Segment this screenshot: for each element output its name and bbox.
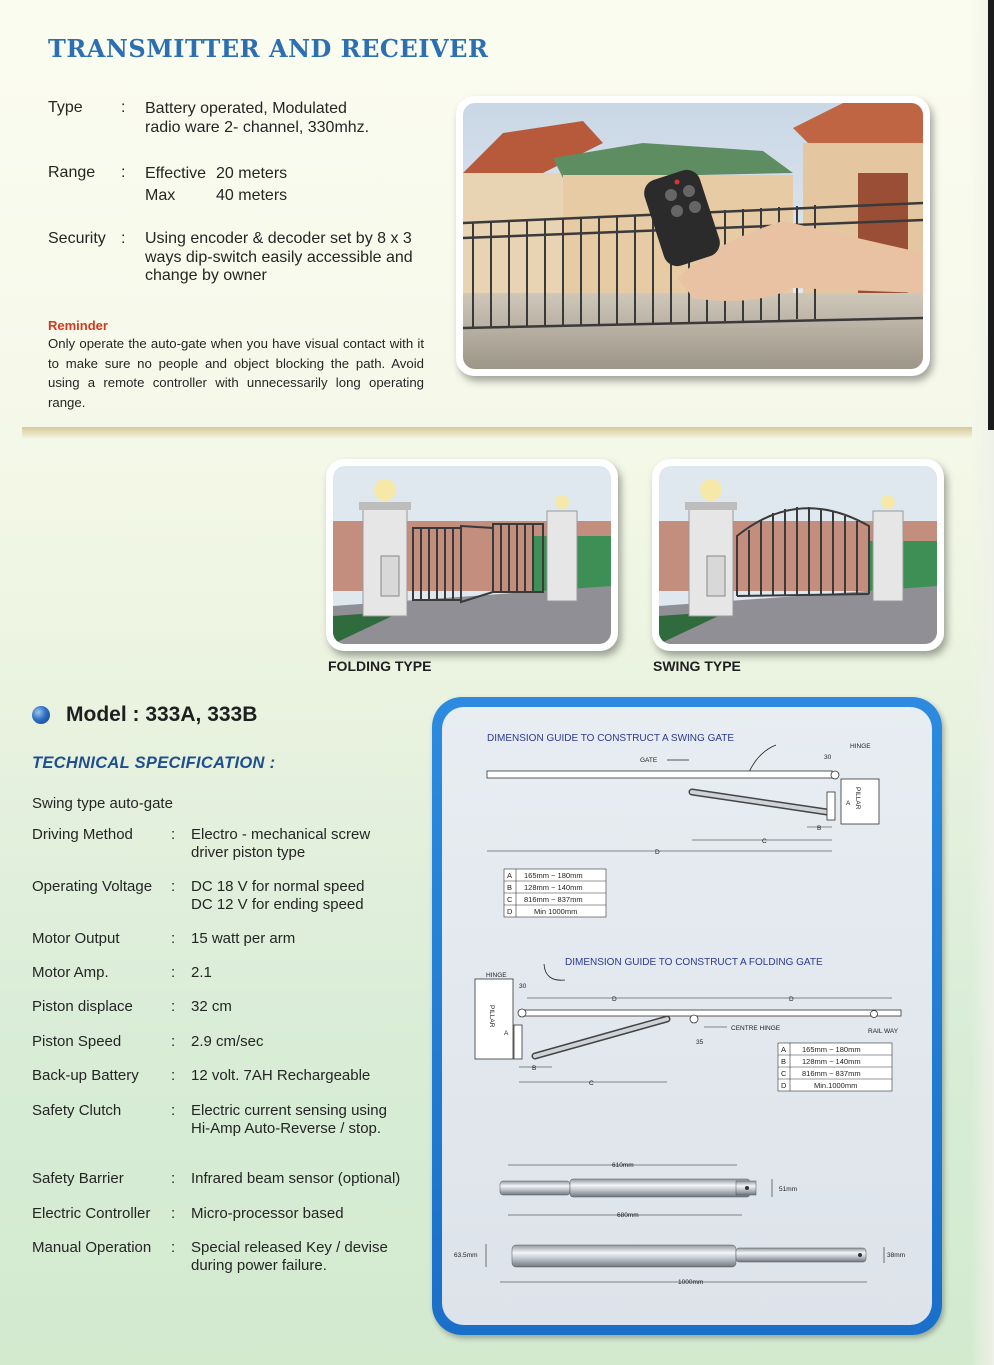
- swing-table-value: 816mm ~ 837mm: [524, 895, 583, 904]
- piston-top-length: 610mm: [612, 1162, 634, 1169]
- colon: :: [171, 878, 176, 895]
- dim-d: D: [612, 996, 617, 1003]
- spec-security-label: Security: [48, 230, 106, 247]
- tech-row-label: Motor Amp.: [32, 964, 109, 981]
- tech-row-label: Safety Clutch: [32, 1102, 122, 1119]
- tech-row-value: 15 watt per arm: [191, 930, 296, 947]
- tech-row-label: Driving Method: [32, 826, 133, 843]
- swing-gate-image: [659, 466, 937, 644]
- tech-row-label: Piston displace: [32, 998, 133, 1015]
- spec-range-max-value: 40 meters: [216, 187, 288, 204]
- swing-table-key: B: [507, 883, 513, 892]
- folding-diagram-title: DIMENSION GUIDE TO CONSTRUCT A FOLDING GATE: [565, 957, 823, 968]
- page-edge-dark: [988, 0, 994, 430]
- tech-row-label: Safety Barrier: [32, 1170, 124, 1187]
- tech-spec-title: TECHNICAL SPECIFICATION :: [32, 754, 276, 772]
- swing-gate-photo: [652, 459, 944, 651]
- tech-row-label: Operating Voltage: [32, 878, 153, 895]
- tech-row-value: Special released Key / devise during power failure.: [191, 1239, 388, 1274]
- spec-type-value: [145, 99, 445, 137]
- tech-row-value: 32 cm: [191, 998, 232, 1015]
- reminder-title: Reminder: [48, 318, 108, 333]
- swing-table-value: 128mm ~ 140mm: [524, 883, 583, 892]
- pillar-label: PILLAR: [488, 1005, 495, 1028]
- swing-table-value: Min 1000mm: [534, 907, 578, 916]
- folding-type-caption: FOLDING TYPE: [328, 658, 432, 674]
- swing-table-key: A: [507, 871, 513, 880]
- dim-b: B: [817, 825, 822, 832]
- tech-row-value: DC 18 V for normal speed DC 12 V for ending speed: [191, 878, 365, 913]
- folding-table-value: 128mm ~ 140mm: [802, 1057, 861, 1066]
- swing-table-key: D: [507, 907, 513, 916]
- gate-label: GATE: [640, 757, 658, 764]
- reminder-text: Only operate the auto-gate when you have visual contact with it to make sure no people and object blocking the path. Avoid using a remote controller with unnecessarily long operating range.: [48, 336, 424, 410]
- dim-a: A: [846, 800, 851, 807]
- dim-d: D: [655, 849, 660, 856]
- colon: :: [171, 1205, 176, 1222]
- tech-row-label: Manual Operation: [32, 1239, 152, 1256]
- folding-table-value: Min.1000mm: [814, 1081, 858, 1090]
- dim-c: C: [589, 1080, 594, 1087]
- colon: :: [171, 930, 176, 947]
- tech-row-value: Infrared beam sensor (optional): [191, 1170, 401, 1187]
- section-divider: [22, 427, 972, 439]
- folding-dimension-table: [778, 1043, 892, 1091]
- tech-spec-subtitle: Swing type auto-gate: [32, 795, 173, 812]
- tech-row-label: Motor Output: [32, 930, 120, 947]
- dim-d: D: [789, 996, 794, 1003]
- folding-gate-image: [333, 466, 611, 644]
- folding-gate-photo: [326, 459, 618, 651]
- swing-table-value: 165mm ~ 180mm: [524, 871, 583, 880]
- colon: :: [171, 1067, 176, 1084]
- colon: :: [121, 230, 126, 247]
- piston-end-dia: 51mm: [779, 1186, 798, 1193]
- remote-photo-illustration: [463, 103, 923, 369]
- colon: :: [171, 1239, 176, 1256]
- dim-30: 30: [824, 754, 832, 761]
- dimension-panel-inner: [442, 707, 932, 1325]
- dim-30: 30: [519, 983, 527, 990]
- spec-security-value: Using encoder & decoder set by 8 x 3 ways dip-switch easily accessible and change by owner: [145, 230, 413, 284]
- remote-photo-image: [463, 103, 923, 369]
- folding-table-key: C: [781, 1069, 787, 1078]
- colon: :: [171, 1170, 176, 1187]
- tech-row-value: Micro-processor based: [191, 1205, 344, 1222]
- folding-table-value: 816mm ~ 837mm: [802, 1069, 861, 1078]
- tech-row-label: Back-up Battery: [32, 1067, 139, 1084]
- colon: :: [171, 826, 176, 843]
- dim-c: C: [762, 838, 767, 845]
- hinge-label: HINGE: [486, 972, 507, 979]
- tech-row-label: Electric Controller: [32, 1205, 151, 1222]
- folding-gate-illustration: [333, 466, 611, 644]
- folding-table-value: 165mm ~ 180mm: [802, 1045, 861, 1054]
- piston-long-left-dia: 63.5mm: [454, 1252, 478, 1259]
- spec-type-value-line2: radio ware 2- channel, 330mhz.: [145, 119, 370, 136]
- dim-35: 35: [696, 1039, 704, 1046]
- spec-range-label: Range: [48, 164, 96, 181]
- piston-long-right-dia: 38mm: [887, 1252, 906, 1259]
- swing-gate-illustration: [659, 466, 937, 644]
- pillar-label: PILLAR: [854, 787, 861, 810]
- folding-table-key: A: [781, 1045, 787, 1054]
- tech-row-value: Electro - mechanical screw driver piston type: [191, 826, 371, 861]
- spec-type-label: Type: [48, 99, 83, 116]
- remote-photo: [456, 96, 930, 376]
- tech-row-value: Electric current sensing using Hi-Amp Auto-Reverse / stop.: [191, 1102, 387, 1137]
- tech-row-value: 2.9 cm/sec: [191, 1033, 264, 1050]
- swing-diagram-title: DIMENSION GUIDE TO CONSTRUCT A SWING GATE: [487, 733, 735, 744]
- dimension-diagrams: [442, 707, 932, 1325]
- tech-row-label: Piston Speed: [32, 1033, 122, 1050]
- spec-range-max-label: Max: [145, 187, 176, 204]
- model-bullet-icon: [32, 706, 50, 724]
- folding-table-key: D: [781, 1081, 787, 1090]
- swing-type-caption: SWING TYPE: [653, 658, 741, 674]
- section-title: TRANSMITTER AND RECEIVER: [48, 34, 489, 63]
- tech-row-value: 2.1: [191, 964, 212, 981]
- spec-range-eff-label: Effective: [145, 165, 207, 182]
- colon: :: [171, 964, 176, 981]
- spec-type-value-line1: Battery operated, Modulated: [145, 100, 347, 117]
- colon: :: [121, 164, 126, 181]
- folding-table-key: B: [781, 1057, 787, 1066]
- dim-b: B: [532, 1065, 537, 1072]
- colon: :: [171, 1102, 176, 1119]
- colon: :: [171, 1033, 176, 1050]
- dimension-panel: [432, 697, 942, 1335]
- tech-row-value: 12 volt. 7AH Rechargeable: [191, 1067, 371, 1084]
- swing-dimension-table: [504, 869, 606, 917]
- colon: :: [121, 99, 126, 116]
- spec-range-eff-value: 20 meters: [216, 165, 288, 182]
- dim-a: A: [504, 1030, 509, 1037]
- centre-hinge-label: CENTRE HINGE: [731, 1025, 781, 1032]
- hinge-label: HINGE: [850, 743, 871, 750]
- swing-table-key: C: [507, 895, 513, 904]
- model-title: Model : 333A, 333B: [66, 703, 258, 726]
- colon: :: [171, 998, 176, 1015]
- piston-long-length: 1000mm: [678, 1279, 704, 1286]
- rail-way-label: RAIL WAY: [868, 1028, 899, 1035]
- piston-bottom-length: 680mm: [617, 1212, 639, 1219]
